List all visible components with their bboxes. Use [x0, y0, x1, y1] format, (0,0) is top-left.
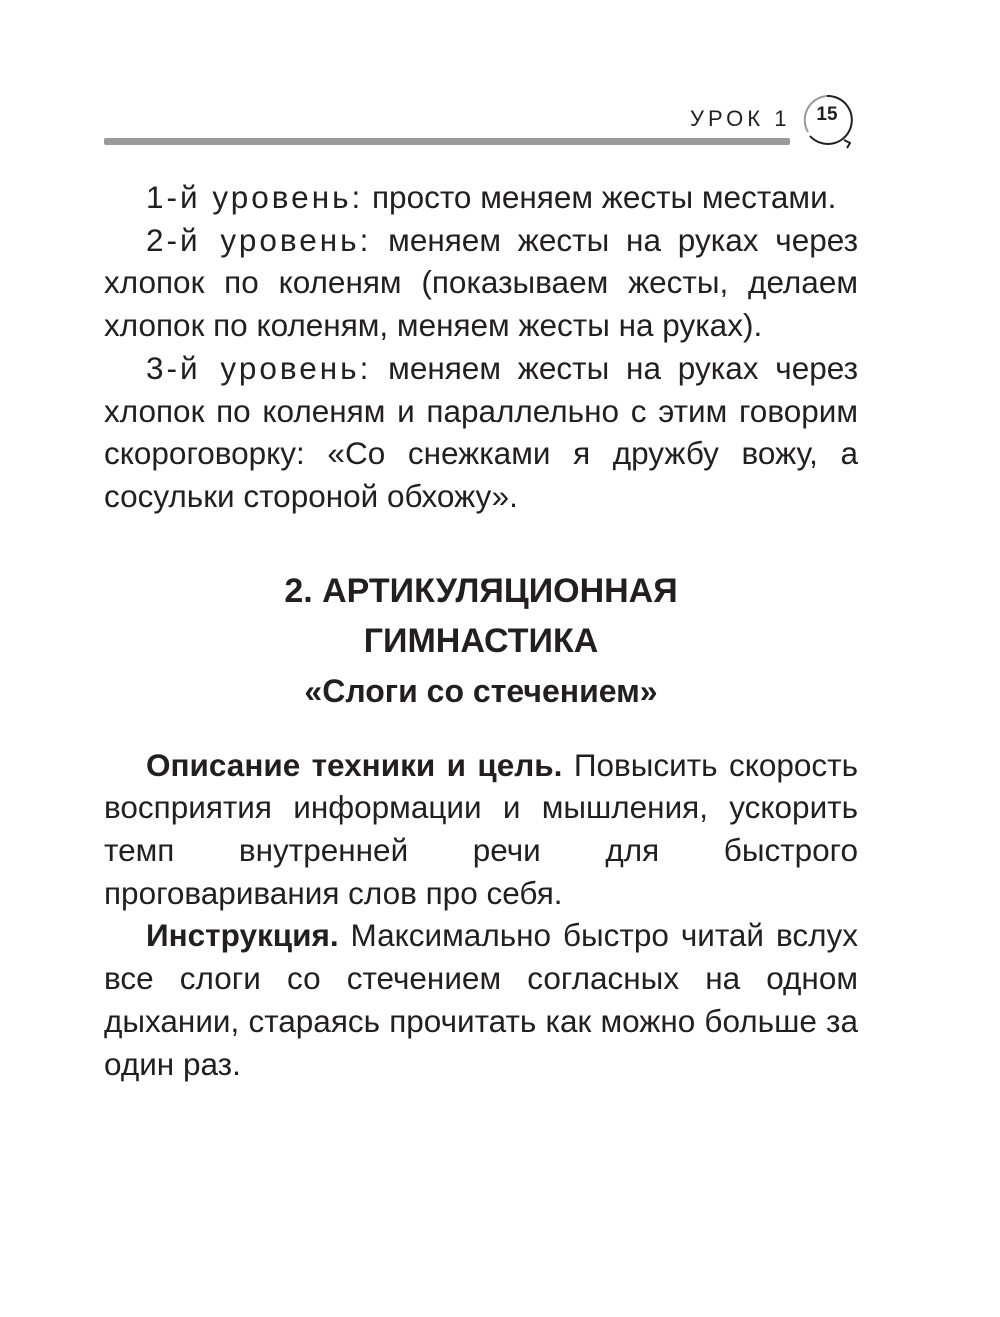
lesson-label: УРОК 1: [690, 106, 791, 131]
instruction-text: Максимально быстро читай вслух все слоги со стечением согласных на одном дыхании, стараясь прочитать как можно больше за один раз.: [104, 917, 858, 1082]
level-text: просто меняем жесты местами.: [363, 179, 837, 215]
level-3-paragraph: [104, 347, 858, 518]
page-content: [104, 176, 858, 1085]
level-label: 2-й уровень:: [146, 221, 372, 258]
page-number-badge: [800, 92, 860, 152]
header-rule: [104, 138, 790, 145]
instruction-paragraph: [104, 914, 858, 1085]
level-text: меняем жесты на руках через хлопок по коленям и параллельно с этим говорим скороговорку: «Со снежками я дружбу вожу, а сосульки стороной обхожу».: [104, 349, 859, 514]
level-label: 3-й уровень:: [146, 349, 372, 386]
description-paragraph: [104, 744, 858, 915]
section-title: [104, 566, 858, 666]
level-label: 1-й уровень:: [146, 179, 364, 215]
section-subtitle: «Слоги со стечением»: [304, 672, 658, 709]
page-number: 15: [816, 104, 838, 125]
section-title-line-1: 2. АРТИКУЛЯЦИОННАЯ: [284, 571, 678, 610]
section-title-line-2: ГИМНАСТИКА: [363, 621, 599, 660]
level-text: меняем жесты на руках через хлопок по коленям (показываем жесты, делаем хлопок по коленям, меняем жесты на руках).: [104, 221, 859, 344]
description-text: Повысить скорость восприятия информации и мышления, ускорить темп внутренней речи для быстрого проговаривания слов про себя.: [104, 746, 858, 911]
level-1-paragraph: [104, 176, 858, 219]
instruction-label: Инструкция.: [146, 917, 339, 954]
description-label: Описание техники и цель.: [146, 746, 563, 783]
level-2-paragraph: [104, 219, 858, 347]
